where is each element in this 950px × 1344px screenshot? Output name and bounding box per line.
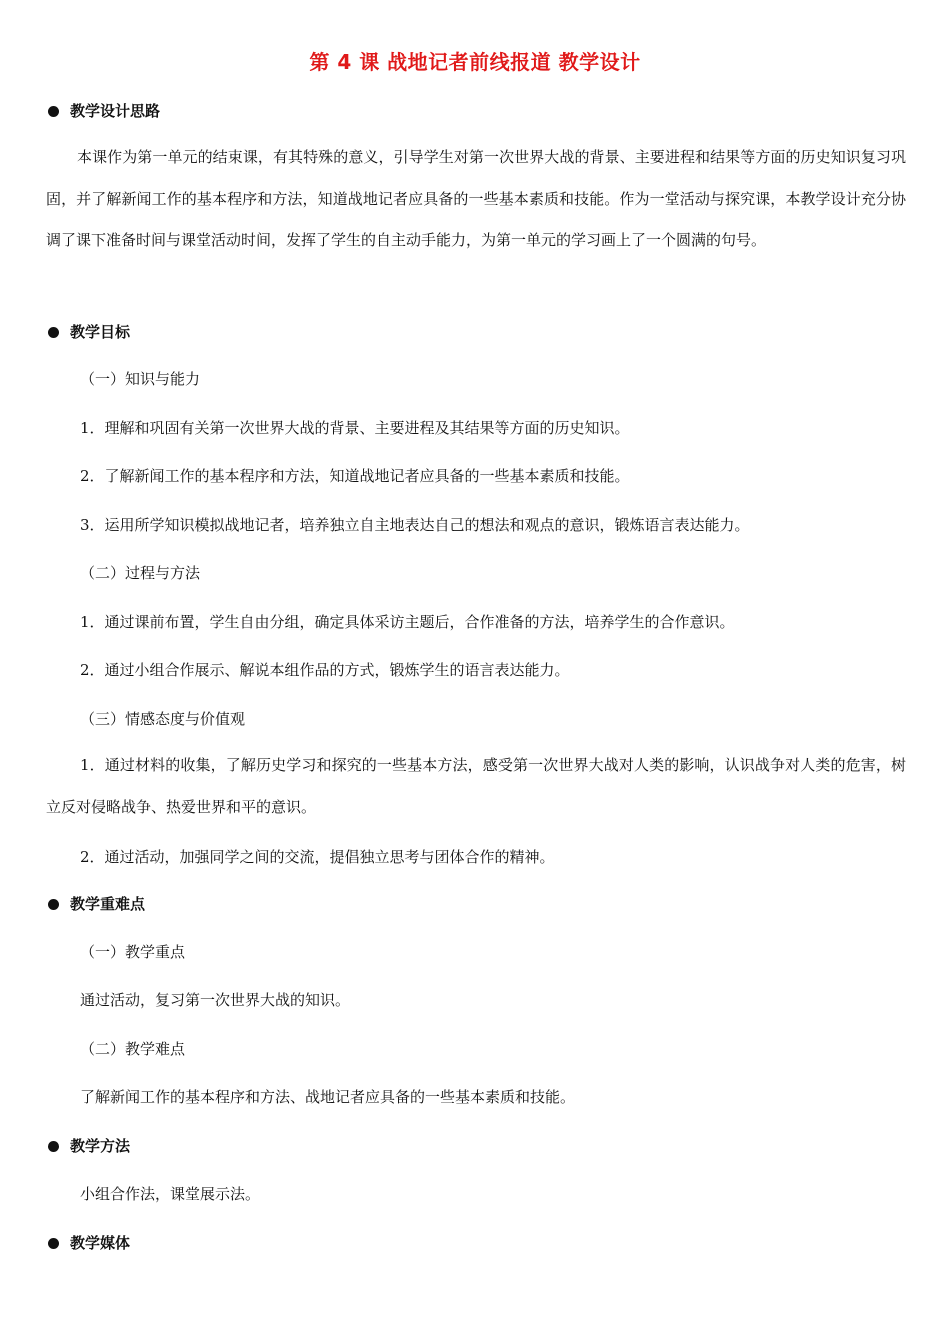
bullet-icon: [48, 1238, 59, 1249]
subheading-knowledge: （一）知识与能力: [80, 370, 201, 388]
subheading-values: （三）情感态度与价值观: [80, 710, 246, 728]
list-item: 1．理解和巩固有关第一次世界大战的背景、主要进程及其结果等方面的历史知识。: [80, 419, 630, 437]
section-heading-goals: [48, 320, 130, 344]
section-heading-media-label: 教学媒体: [70, 1234, 131, 1252]
list-item: 1．通过课前布置，学生自由分组，确定具体采访主题后，合作准备的方法，培养学生的合作意识。: [80, 613, 735, 631]
section-heading-method: [48, 1134, 130, 1158]
section-heading-design: [48, 99, 160, 123]
subheading-process: （二）过程与方法: [80, 564, 201, 582]
section-heading-goals-label: 教学目标: [70, 323, 131, 341]
list-item: 1．通过材料的收集，了解历史学习和探究的一些基本方法，感受第一次世界大战对人类的影响，认识战争对人类的危害，树立反对侵略战争、热爱世界和平的意识。: [46, 756, 906, 816]
list-item: 3．运用所学知识模拟战地记者，培养独立自主地表达自己的想法和观点的意识，锻炼语言表达能力。: [80, 516, 750, 534]
section-heading-media: [48, 1231, 130, 1255]
bullet-icon: [48, 106, 59, 117]
section-heading-method-label: 教学方法: [70, 1137, 131, 1155]
list-item: 2．了解新闻工作的基本程序和方法，知道战地记者应具备的一些基本素质和技能。: [80, 467, 630, 485]
difficulty-text: 了解新闻工作的基本程序和方法、战地记者应具备的一些基本素质和技能。: [80, 1088, 576, 1106]
key-text: 通过活动，复习第一次世界大战的知识。: [80, 991, 351, 1009]
document-title: 第 4 课 战地记者前线报道 教学设计: [309, 50, 641, 74]
bullet-icon: [48, 327, 59, 338]
design-paragraph: 本课作为第一单元的结束课，有其特殊的意义，引导学生对第一次世界大战的背景、主要进程和结果等方面的历史知识复习巩固，并了解新闻工作的基本程序和方法，知道战地记者应具备的一些基本素质和技能。作为一堂活动与探究课，本教学设计充分协调了课下准备时间与课堂活动时间，发挥了学生的自主动手能力，为第一单元的学习画上了一个圆满的句号。: [46, 148, 906, 249]
method-text: 小组合作法，课堂展示法。: [80, 1185, 261, 1203]
section-heading-keypoints-label: 教学重难点: [70, 895, 146, 913]
section-heading-design-label: 教学设计思路: [70, 102, 161, 120]
subheading-key: （一）教学重点: [80, 943, 186, 961]
bullet-icon: [48, 1141, 59, 1152]
list-item: 2．通过小组合作展示、解说本组作品的方式，锻炼学生的语言表达能力。: [80, 661, 570, 679]
bullet-icon: [48, 899, 59, 910]
list-item: 2．通过活动，加强同学之间的交流，提倡独立思考与团体合作的精神。: [80, 848, 555, 866]
subheading-difficulty: （二）教学难点: [80, 1040, 186, 1058]
section-heading-keypoints: [48, 892, 145, 916]
